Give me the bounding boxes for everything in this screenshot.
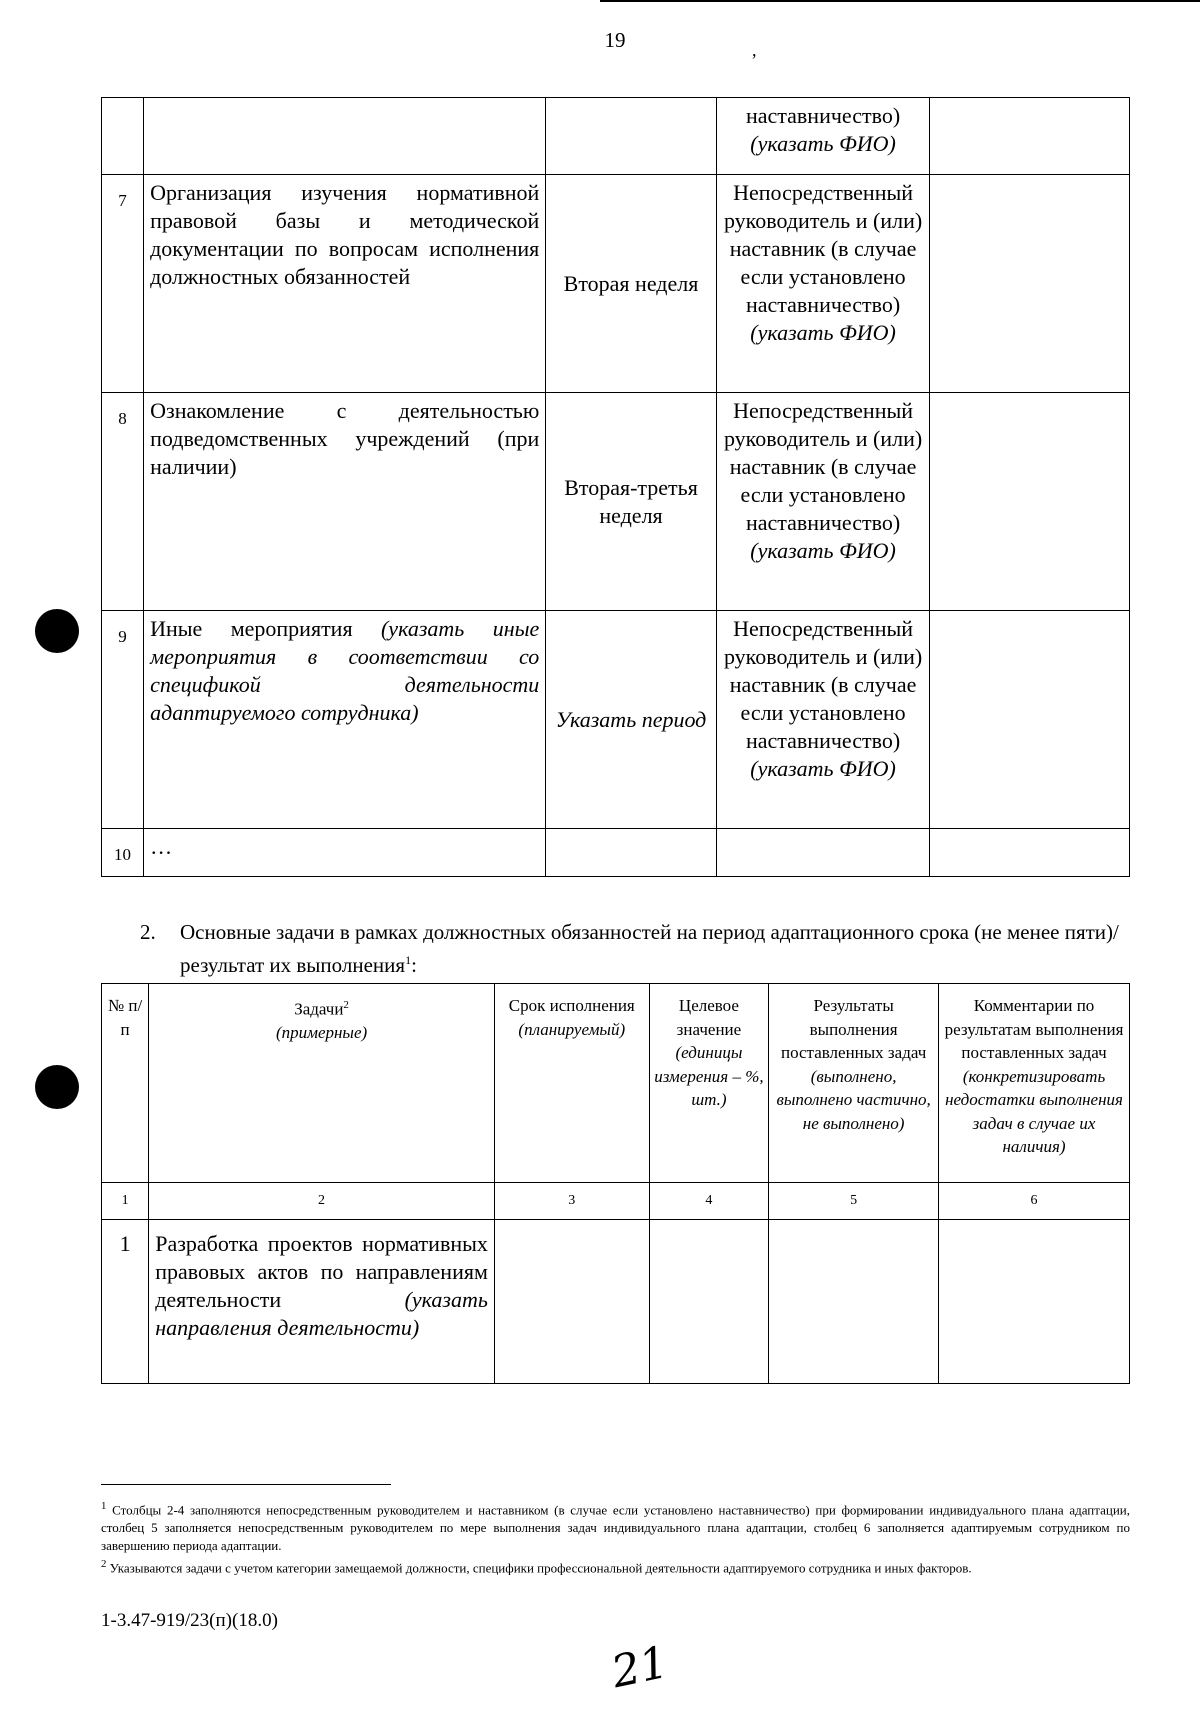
document-code: 1-3.47-919/23(п)(18.0) (101, 1610, 278, 1631)
term-cell (494, 1220, 649, 1384)
event-cell (144, 175, 546, 393)
adaptation-plan-table (101, 97, 1130, 877)
footnote (101, 1497, 1130, 1555)
responsible-text: Непосредственный руководитель и (или) наставник (в случае если установлено наставничество) (723, 398, 923, 535)
column-index: 1 (102, 1183, 149, 1220)
responsible-cell (716, 98, 930, 175)
period-cell (546, 175, 716, 393)
section-title-suffix: : (411, 953, 417, 977)
footnote-mark: 1 (101, 1500, 107, 1512)
section-number: 2. (140, 920, 156, 944)
page-number: 19 (604, 28, 626, 52)
footnote-separator (101, 1484, 391, 1485)
column-index: 5 (769, 1183, 939, 1220)
event-text: Организация изучения нормативной правовой базы и методической документации по вопросам исполнения должностных обязанностей (150, 180, 540, 289)
scan-mark: , (752, 40, 757, 60)
section-title-text: Основные задачи в рамках должностных обязанностей на период адаптационного срока (не менее пяти)/результат их выполнения (180, 920, 1119, 977)
period-cell (546, 393, 716, 611)
header-note: (конкретизировать недостатки выполнения задач в случае их наличия) (945, 1066, 1123, 1156)
header-note: (планируемый) (518, 1019, 626, 1039)
header-main: Результаты выполнения поставленных задач (780, 996, 927, 1062)
header-result (769, 984, 939, 1183)
handwritten-page-number: 21 (607, 1636, 673, 1699)
mark-cell (930, 98, 1130, 175)
row-number: 9 (102, 611, 144, 829)
header-comment (939, 984, 1130, 1183)
column-index: 3 (494, 1183, 649, 1220)
comment-cell (939, 1220, 1130, 1384)
footnote-text: Столбцы 2-4 заполняются непосредственным руководителем и наставником (в случае если установлено наставничество) при формировании индивидуального плана адаптации, столбец 5 заполняется непосредственным руководителем по мере выполнения задач индивидуального плана адаптации, столбец 6 заполняется адаптируемым сотрудником по завершению периода адаптации. (101, 1502, 1130, 1554)
header-main: № п/п (107, 996, 143, 1039)
event-cell (144, 611, 546, 829)
event-text: Ознакомление с деятельностью подведомственных учреждений (при наличии) (150, 398, 540, 479)
event-cell (144, 98, 546, 175)
footnote-text: Указываются задачи с учетом категории замещаемой должности, специфики профессиональной деятельности адаптируемого сотрудника и иных факторов. (109, 1560, 972, 1576)
event-text: … (150, 834, 173, 859)
responsible-cell (716, 175, 930, 393)
top-edge-line (600, 0, 1200, 2)
mark-cell (930, 393, 1130, 611)
period-text: Указать период (555, 706, 707, 732)
footnote-ref: 1 (405, 953, 412, 967)
column-index: 6 (939, 1183, 1130, 1220)
header-main: Комментарии по результатам выполнения поставленных задач (944, 996, 1124, 1062)
section-title (180, 918, 1130, 979)
period-cell (546, 98, 716, 175)
header-main: Срок исполнения (508, 996, 635, 1015)
tasks-table (101, 983, 1130, 1384)
header-main: Целевое значение (676, 996, 742, 1039)
header-note: (выполнено, выполнено частично, не выполнено) (776, 1066, 931, 1133)
responsible-text: Непосредственный руководитель и (или) наставник (в случае если установлено наставничество) (723, 616, 923, 753)
table-row (102, 393, 1130, 611)
responsible-cell (716, 393, 930, 611)
responsible-note: (указать ФИО) (750, 756, 896, 781)
table-row (102, 175, 1130, 393)
header-main: Задачи (294, 999, 344, 1019)
mark-cell (930, 829, 1130, 877)
header-row (102, 984, 1130, 1183)
table-row (102, 611, 1130, 829)
header-term (494, 984, 649, 1183)
header-note: (единицы измерения – %, шт.) (654, 1043, 764, 1109)
row-number: 10 (102, 829, 144, 877)
row-number: 1 (102, 1220, 149, 1384)
responsible-cell (716, 829, 930, 877)
target-cell (649, 1220, 769, 1384)
column-index: 4 (649, 1183, 769, 1220)
column-index-row (102, 1183, 1130, 1220)
event-cell (144, 393, 546, 611)
task-text: Разработка проектов нормативных правовых актов по направлениям деятельности (155, 1231, 488, 1312)
header-note: (примерные) (275, 1023, 368, 1043)
header-target (649, 984, 769, 1183)
event-cell (144, 829, 546, 877)
mark-cell (930, 611, 1130, 829)
column-index: 2 (149, 1183, 495, 1220)
responsible-text: Непосредственный руководитель и (или) наставник (в случае если установлено наставничество) (723, 180, 923, 317)
table-row (102, 829, 1130, 877)
row-number (102, 98, 144, 175)
punch-hole (35, 609, 79, 653)
period-cell (546, 611, 716, 829)
task-cell (149, 1220, 495, 1384)
event-note: (указать иные мероприятия в соответствии со спецификой деятельности адаптируемого сотрудника) (150, 616, 540, 725)
header-num (102, 984, 149, 1183)
footnote-ref: 2 (343, 999, 349, 1011)
punch-hole (35, 1065, 79, 1109)
footnote (101, 1555, 1130, 1577)
responsible-note: (указать ФИО) (750, 320, 896, 345)
table-row (102, 98, 1130, 175)
event-text: Иные мероприятия (150, 616, 353, 641)
responsible-note: (указать ФИО) (750, 131, 896, 156)
period-text: Вторая-третья неделя (564, 474, 698, 528)
period-text: Вторая неделя (563, 270, 699, 296)
result-cell (769, 1220, 939, 1384)
responsible-note: (указать ФИО) (750, 538, 896, 563)
task-note: (указать направления деятельности) (155, 1287, 488, 1340)
responsible-cell (716, 611, 930, 829)
mark-cell (930, 175, 1130, 393)
period-cell (546, 829, 716, 877)
row-number: 8 (102, 393, 144, 611)
table-row (102, 1220, 1130, 1384)
row-number: 7 (102, 175, 144, 393)
header-tasks (149, 984, 495, 1183)
footnote-mark: 2 (101, 1558, 107, 1571)
responsible-text: наставничество) (745, 103, 901, 128)
footnotes (101, 1497, 1130, 1578)
